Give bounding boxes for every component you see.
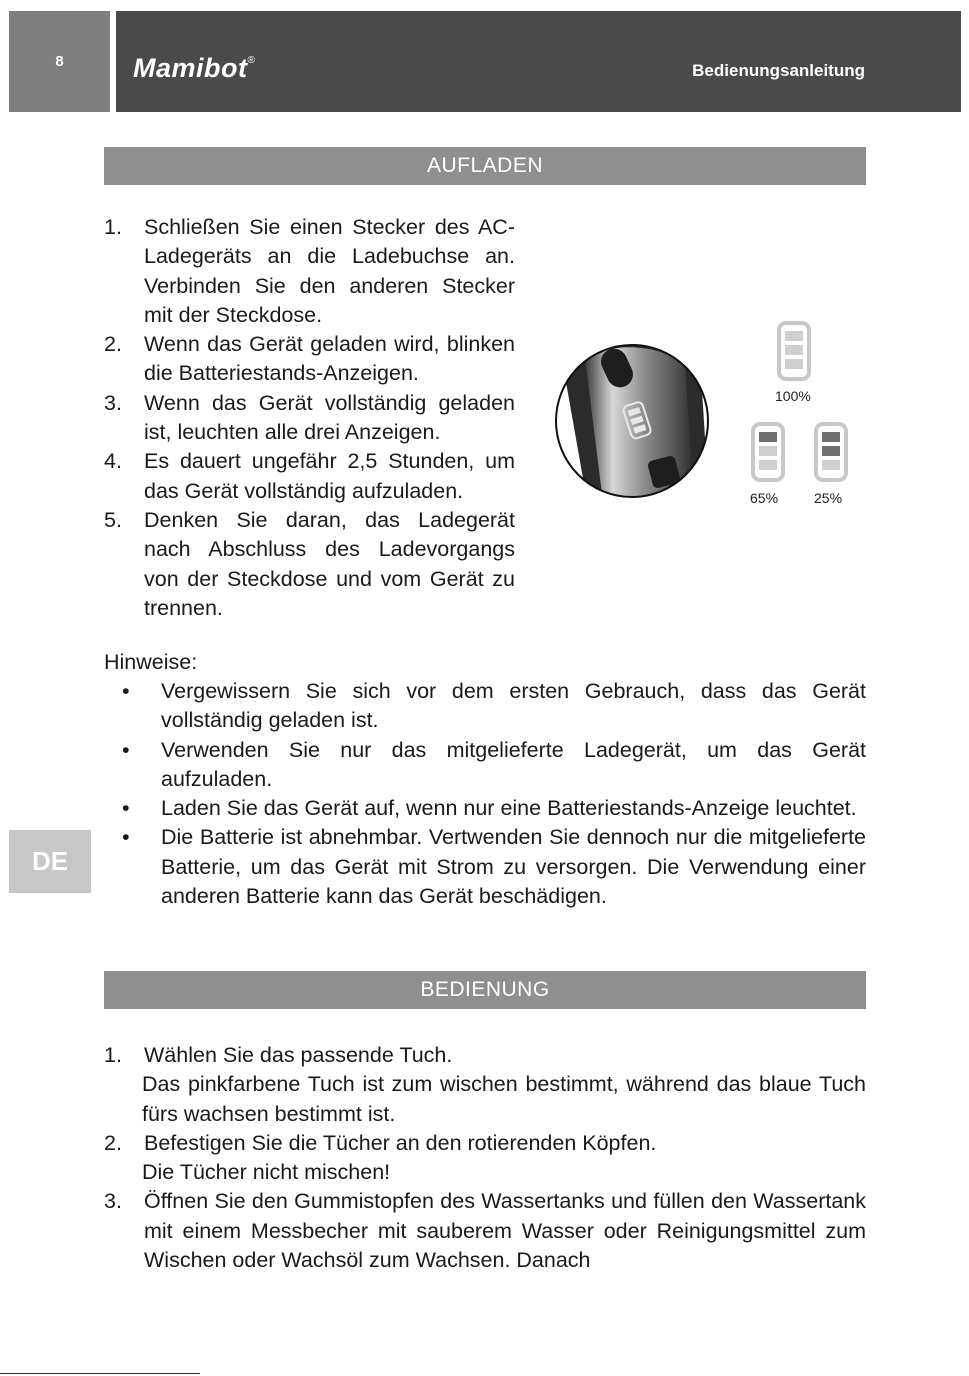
battery-25-icon — [816, 424, 846, 480]
list-item — [104, 1187, 866, 1275]
list-item — [104, 677, 866, 736]
step-text: Öffnen Sie den Gummistopfen des Wassertanks und füllen den Wassertank mit einem Messbecher mit sauberem Wasser oder Reinigungsmittel zum Wischen oder Wachsöl zum Wachsen. Danach — [144, 1189, 866, 1273]
bullet: • — [122, 825, 130, 850]
bullet: • — [122, 737, 130, 762]
step-number: 4. — [104, 449, 122, 474]
step-text: Wählen Sie das passende Tuch. — [144, 1043, 453, 1067]
step-number: 2. — [104, 332, 122, 357]
battery-label-25: 25% — [814, 490, 843, 506]
step-text: Befestigen Sie die Tücher an den rotierenden Köpfen. — [144, 1130, 657, 1155]
step-text: Schließen Sie einen Stecker des AC-Ladegeräts an die Ladebuchse an. Verbinden Sie den anderen Stecker mit der Steckdose. — [144, 215, 515, 327]
device-closeup-image — [550, 318, 860, 518]
step-text: Wenn das Gerät vollständig geladen ist, leuchten alle drei Anzeigen. — [144, 390, 515, 445]
document-title: Bedienungsanleitung — [692, 61, 865, 80]
list-item — [104, 506, 515, 623]
bullet: • — [122, 679, 130, 703]
battery-100-icon — [779, 323, 809, 379]
note-text: Laden Sie das Gerät auf, wenn nur eine Batteriestands-Anzeige leuchtet. — [161, 796, 857, 821]
list-item — [104, 330, 515, 389]
battery-label-100: 100% — [775, 388, 811, 404]
battery-indicator-illustration — [550, 318, 860, 518]
list-item — [104, 447, 515, 506]
list-item — [104, 213, 515, 330]
list-item — [104, 1041, 866, 1129]
step-number: 2. — [104, 1130, 122, 1155]
language-tab: DE — [9, 830, 91, 893]
list-item — [104, 794, 866, 823]
step-number: 1. — [104, 215, 122, 239]
brand-name: Mamibot — [133, 53, 248, 83]
step-text: Denken Sie daran, das Ladegerät nach Abschluss des Ladevorgangs von der Steckdose und vom Gerät zu trennen. — [144, 507, 515, 620]
step-text: Wenn das Gerät geladen wird, blinken die Batteriestands-Anzeigen. — [144, 332, 515, 386]
list-item — [104, 1129, 866, 1188]
note-text: Die Batterie ist abnehmbar. Vertwenden Sie dennoch nur die mitgelieferte Batterie, um das Gerät mit Strom zu versorgen. Die Verwendung einer anderen Batterie kann das Gerät beschädigen. — [161, 825, 866, 909]
battery-label-65: 65% — [750, 490, 779, 506]
step-subtext: Das pinkfarbene Tuch ist zum wischen bestimmt, während das blaue Tuch fürs wachsen bestimmt ist. — [142, 1072, 866, 1126]
list-item — [104, 823, 866, 911]
bullet: • — [122, 796, 130, 821]
notes-list — [104, 677, 866, 911]
section-heading-operation: BEDIENUNG — [104, 971, 866, 1009]
operation-steps — [104, 1041, 866, 1275]
note-text: Vergewissern Sie sich vor dem ersten Gebrauch, dass das Gerät vollständig geladen ist. — [161, 679, 866, 733]
step-number: 3. — [104, 390, 122, 415]
registered-mark: ® — [247, 55, 256, 66]
header-bar — [116, 11, 961, 112]
step-number: 1. — [104, 1043, 122, 1067]
step-text: Es dauert ungefähr 2,5 Stunden, um das Gerät vollständig aufzuladen. — [144, 449, 515, 503]
footer-rule — [0, 1373, 200, 1374]
step-number: 3. — [104, 1189, 122, 1214]
charging-steps — [104, 213, 515, 623]
page-number: 8 — [9, 11, 110, 112]
battery-65-icon — [753, 424, 783, 480]
step-subtext: Die Tücher nicht mischen! — [142, 1160, 391, 1185]
section-heading-charging: AUFLADEN — [104, 147, 866, 185]
notes-heading: Hinweise: — [104, 650, 198, 674]
step-number: 5. — [104, 507, 122, 532]
brand-logo — [133, 53, 255, 84]
list-item — [104, 389, 515, 448]
list-item — [104, 736, 866, 795]
note-text: Verwenden Sie nur das mitgelieferte Ladegerät, um das Gerät aufzuladen. — [161, 737, 866, 791]
